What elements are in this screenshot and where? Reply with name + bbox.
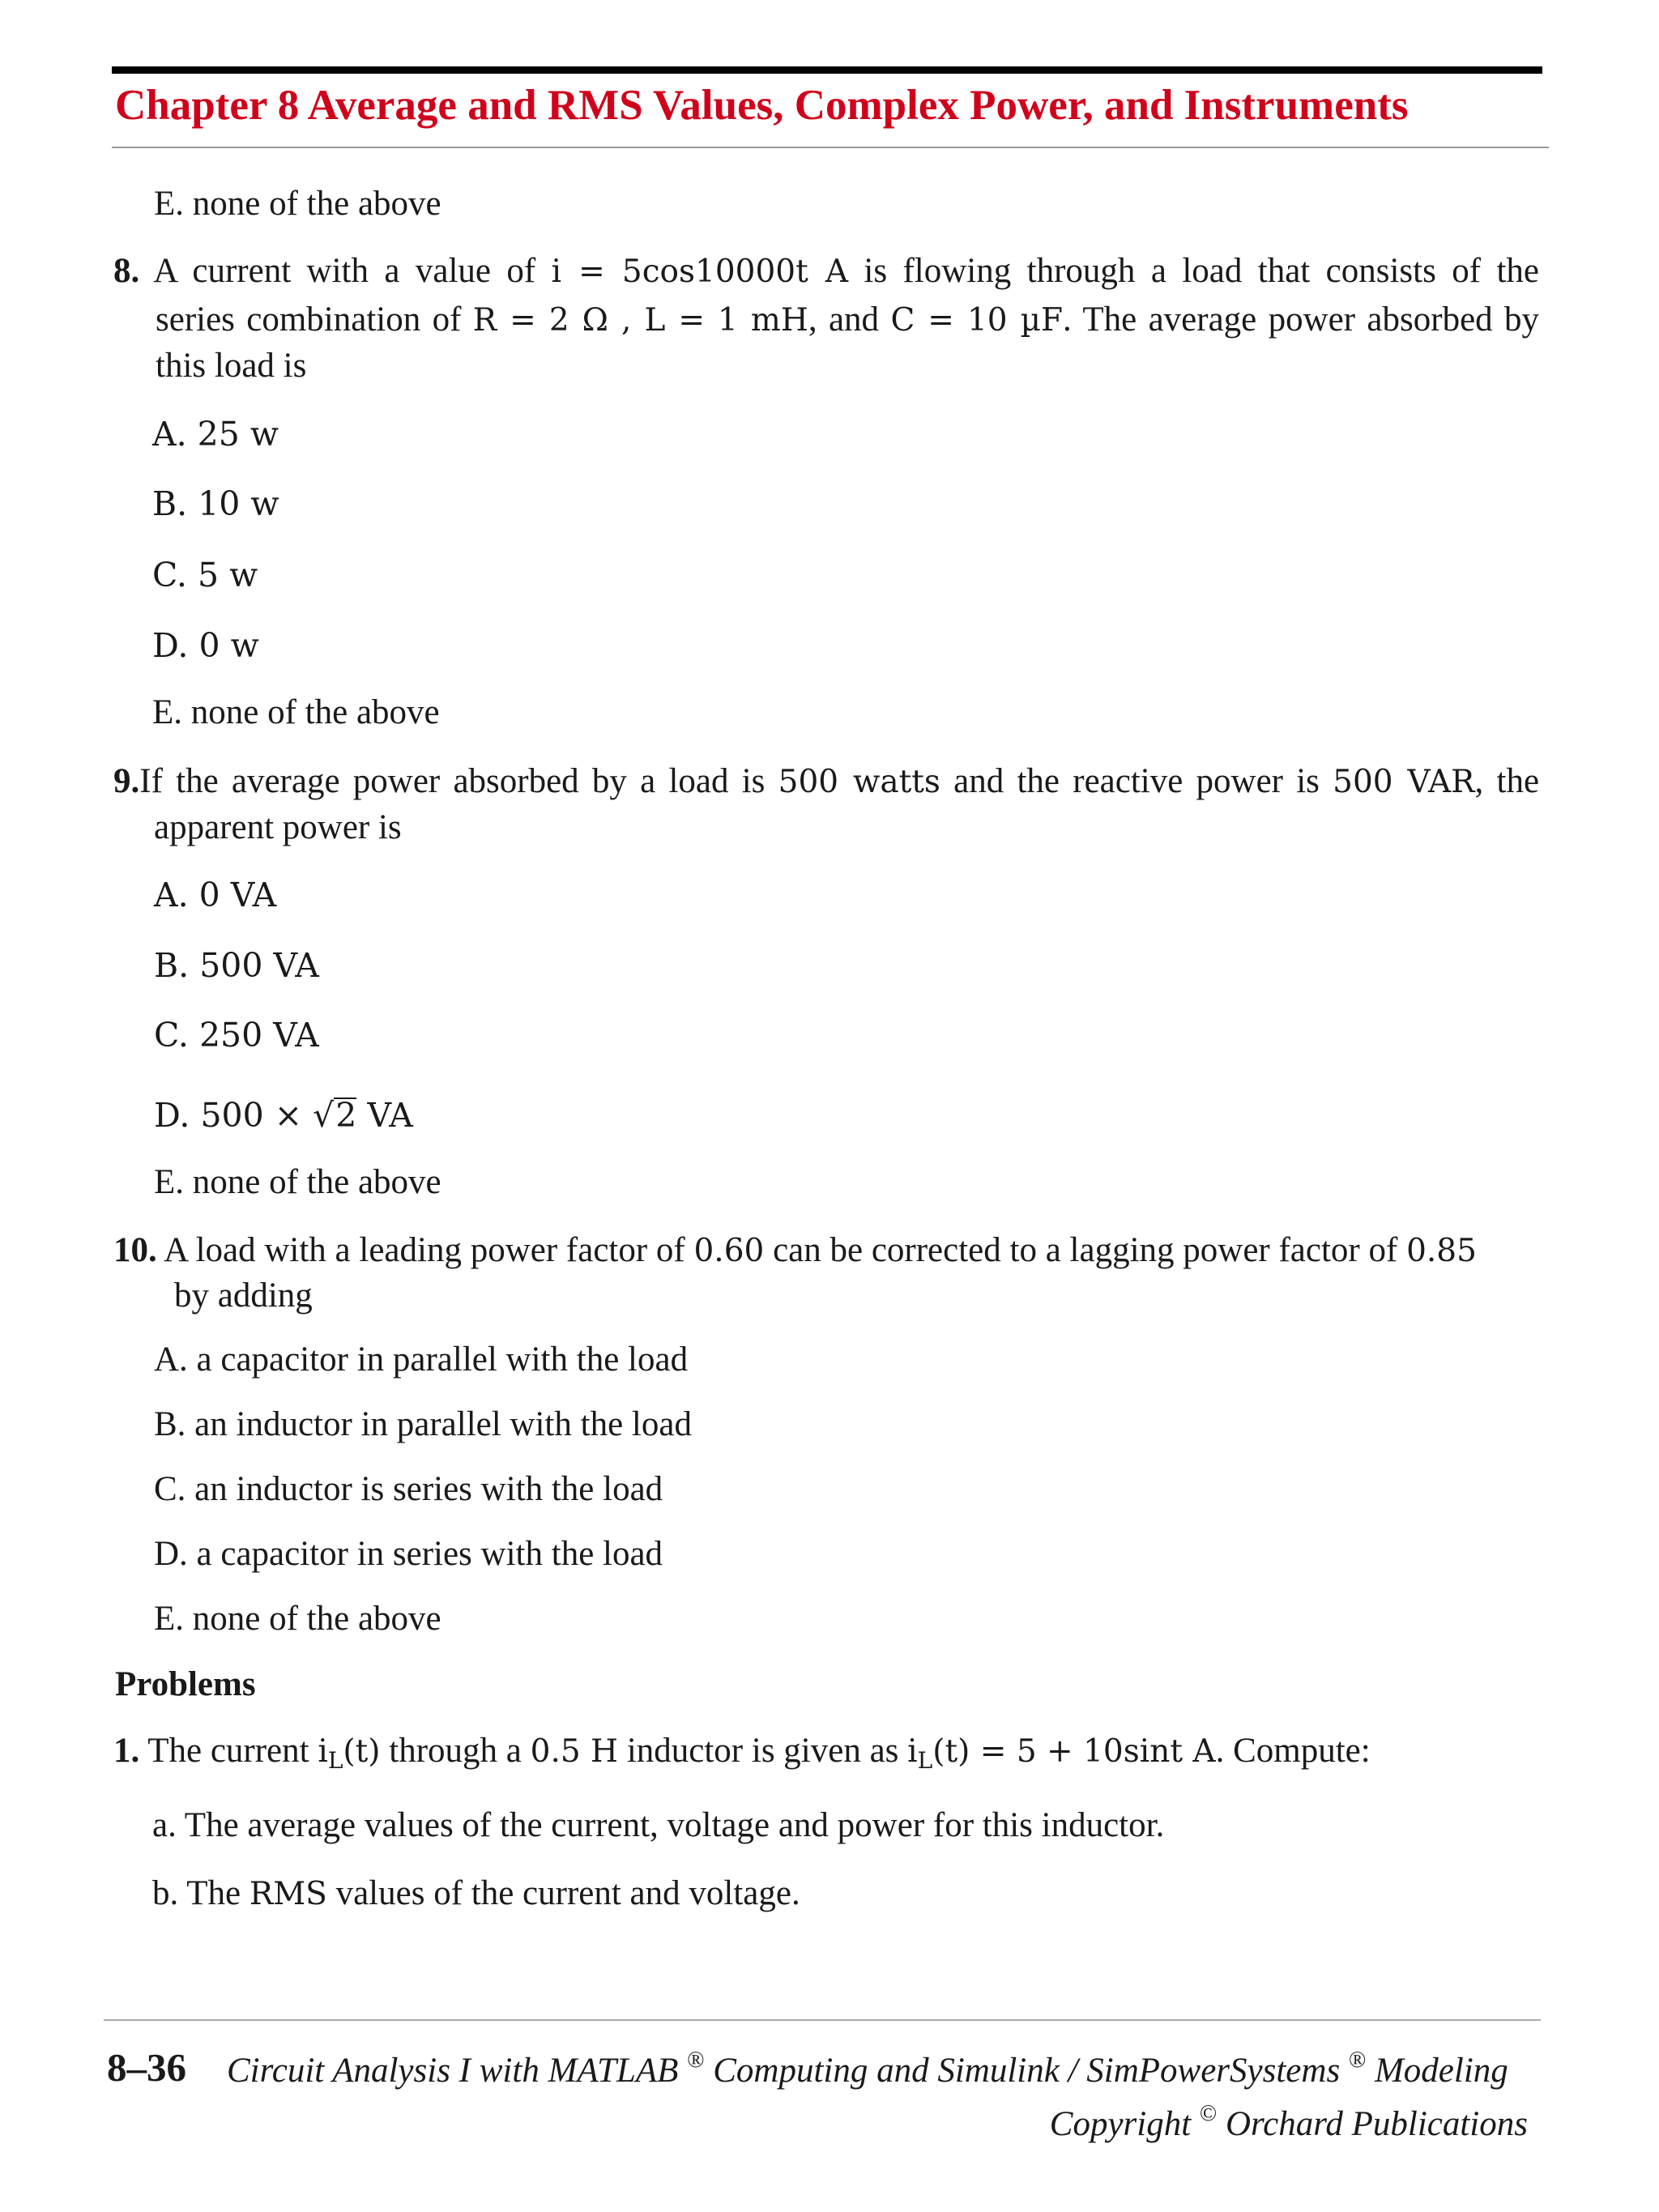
problem1-inductance: 0.5 H [530, 1733, 619, 1770]
registered-mark: ® [1348, 2048, 1367, 2073]
q9-option-e: E. none of the above [154, 1163, 441, 1201]
q8-option-b: B. 10 w [152, 484, 279, 523]
q8-line1: 8. A current with a value of i = 5cos10000t A is flowing through a load that consists of the [113, 252, 1539, 290]
q8-option-a: A. 25 w [152, 415, 279, 454]
q10-pf1: 0.60 [693, 1233, 765, 1269]
problem1-part-b: b. The RMS values of the current and voltage. [152, 1874, 800, 1912]
q9-line2: apparent power is [154, 808, 402, 846]
q9-reactive-expr: 500 VAR [1333, 764, 1475, 800]
header-divider [112, 147, 1549, 148]
q9-option-a: A. 0 VA [154, 876, 277, 914]
book-title: Circuit Analysis I with MATLAB ® Computing and Simulink / SimPowerSystems ® Modeling [227, 2048, 1508, 2090]
q8-option-c: C. 5 w [152, 556, 258, 595]
copyright-line: Copyright © Orchard Publications [1049, 2101, 1528, 2143]
header-top-rule [112, 66, 1542, 74]
q9-number: 9. [113, 762, 140, 800]
q9-option-b: B. 500 VA [154, 946, 319, 985]
chapter-title: Chapter 8 Average and RMS Values, Complex Power, and Instruments [115, 82, 1409, 129]
q10-option-b: B. an inductor in parallel with the load [154, 1405, 692, 1443]
q10-line1: 10. A load with a leading power factor of 0.60 can be corrected to a lagging power factor of 0.85 [113, 1231, 1477, 1269]
problem1-number: 1. [113, 1732, 140, 1770]
q8-line3: this load is [156, 347, 307, 385]
problem1-il-symbol: $i_L(t)$ [318, 1733, 381, 1774]
q8-option-e: E. none of the above [152, 693, 440, 731]
problem1-current-expr: $i_L(t) = 5 + 10\sin t$ A [907, 1733, 1216, 1774]
q8-c-expr: C = 10 µF [890, 302, 1064, 339]
q8-current-expr: i = 5cos10000t A [551, 254, 848, 290]
q10-line2: by adding [174, 1276, 313, 1315]
q7-option-e: E. none of the above [154, 185, 441, 223]
sqrt-radicand: 2 [335, 1096, 357, 1135]
problem1-statement: 1. The current $i_L(t)$ through a 0.5 H inductor is given as $i_L(t) = 5 + 10\sin t$ A. Compute: [113, 1732, 1371, 1774]
q10-pf2: 0.85 [1406, 1233, 1477, 1269]
page-number: 8–36 [107, 2045, 186, 2090]
copyright-mark: © [1199, 2101, 1218, 2126]
rms-label: RMS [249, 1876, 327, 1912]
q8-line2: series combination of R = 2 Ω , L = 1 mH, and C = 10 µF. The average power absorbed by [156, 300, 1540, 339]
q9-option-c: C. 250 VA [154, 1016, 319, 1055]
q9-power-expr: 500 watts [778, 764, 940, 800]
q9-line1: 9.If the average power absorbed by a load is 500 watts and the reactive power is 500 VAR, the [113, 762, 1540, 800]
q8-option-d: D. 0 w [152, 626, 259, 665]
q10-number: 10. [113, 1231, 157, 1269]
q9-option-d: D. 500 × √2 VA [154, 1096, 413, 1135]
problem1-part-a: a. The average values of the current, voltage and power for this inductor. [152, 1806, 1165, 1844]
footer-divider [104, 2019, 1541, 2021]
q10-option-a: A. a capacitor in parallel with the load [154, 1340, 689, 1379]
q10-option-d: D. a capacitor in series with the load [154, 1535, 663, 1573]
q8-rl-expr: R = 2 Ω , L = 1 mH [472, 302, 808, 339]
q10-option-c: C. an inductor is series with the load [154, 1470, 663, 1508]
q10-option-e: E. none of the above [154, 1600, 441, 1638]
problems-heading: Problems [115, 1665, 256, 1703]
q8-number: 8. [113, 252, 140, 290]
registered-mark: ® [687, 2048, 705, 2073]
